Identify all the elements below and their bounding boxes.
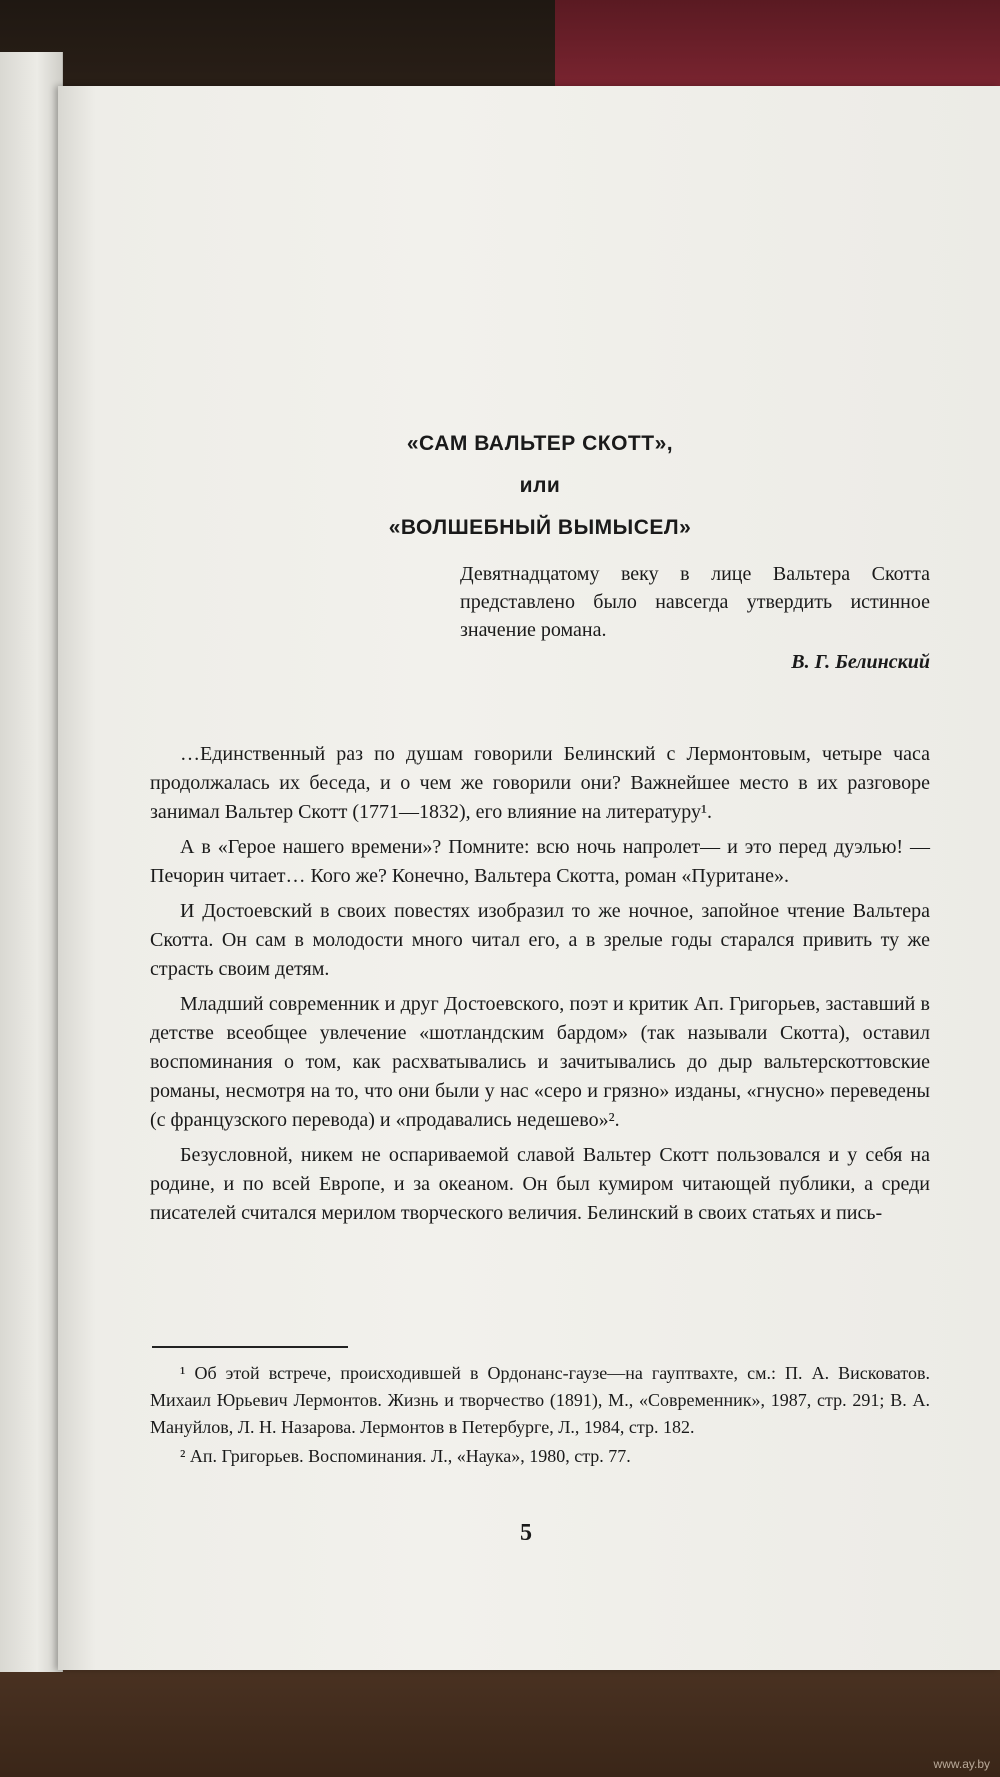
epigraph-author: В. Г. Белинский <box>791 651 930 673</box>
chapter-heading <box>150 430 930 542</box>
footnotes <box>150 1360 930 1472</box>
footnote-separator <box>152 1346 348 1348</box>
chapter-title-line2: «ВОЛШЕБНЫЙ ВЫМЫСЕЛ» <box>388 516 692 539</box>
chapter-title-line1: «САМ ВАЛЬТЕР СКОТТ», <box>406 432 674 455</box>
footnote: ¹ Об этой встрече, происходившей в Ордонанс-гаузе—на гауптвахте, см.: П. А. Висковатов. Михаил Юрьевич Лермонтов. Жизнь и творчество (1891), М., «Современник», 1987, стр. 291; В. А. Мануйлов, Л. Н. Назарова. Лермонтов в Петербурге, Л., 1984, стр. 182. <box>150 1363 930 1437</box>
left-page-edge <box>0 52 63 1672</box>
chapter-title-or: или <box>519 474 561 497</box>
epigraph-text: Девятнадцатому веку в лице Вальтера Скотта представлено было навсегда утвердить истинное значение романа. <box>460 563 930 641</box>
paragraph: А в «Герое нашего времени»? Помните: всю ночь напролет— и это перед дуэлью! — Печорин читает… Кого же? Конечно, Вальтера Скотта, роман «Пуритане». <box>150 836 930 887</box>
paragraph: Младший современник и друг Достоевского, поэт и критик Ап. Григорьев, заставший в детстве всеобщее увлечение «шотландским бардом» (так называли Скотта), оставил воспоминания о том, как расхватывались и зачитывались до дыр вальтерскоттовские романы, несмотря на то, что они были у нас «серо и грязно» изданы, «гнусно» переведены (с французского перевода) и «продавались недешево»². <box>150 993 930 1131</box>
footnote: ² Ап. Григорьев. Воспоминания. Л., «Наука», 1980, стр. 77. <box>180 1446 631 1466</box>
paragraph: И Достоевский в своих повестях изобразил то же ночное, запойное чтение Вальтера Скотта. Он сам в молодости много читал его, а в зрелые годы старался привить ту же страсть своим детям. <box>150 900 930 980</box>
red-book-cover <box>555 0 1000 88</box>
desk-surface <box>0 1665 1000 1777</box>
page-number: 5 <box>520 1520 532 1546</box>
paragraph: Безусловной, никем не оспариваемой славой Вальтер Скотт пользовался и у себя на родине, и по всей Европе, и за океаном. Он был кумиром читающей публики, а среди писателей считался мерилом творческого величия. Белинский в своих статьях и пись- <box>150 1144 930 1224</box>
epigraph <box>460 560 930 676</box>
watermark: www.ay.by <box>933 1757 990 1771</box>
body-text <box>150 740 930 1234</box>
paragraph: …Единственный раз по душам говорили Белинский с Лермонтовым, четыре часа продолжалась их беседа, и о чем же говорили они? Важнейшее место в их разговоре занимал Вальтер Скотт (1771—1832), его влияние на литературу¹. <box>150 743 930 823</box>
